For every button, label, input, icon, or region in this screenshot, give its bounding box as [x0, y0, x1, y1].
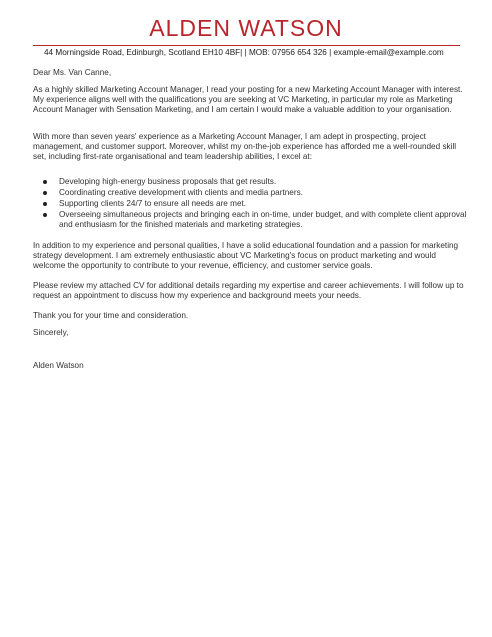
paragraph-education: In addition to my experience and personal qualities, I have a solid educational foundation and a passion for marketing strategy development. I am extremely enthusiastic about VC Marketing's focus on product marketing and would welcome the opportunity to contribute to your revenue, efficiency, and customer service goals.: [33, 241, 459, 271]
skills-list: [33, 177, 467, 231]
skills-list-item-text: Overseeing simultaneous projects and bringing each in on-time, under budget, and with complete client approval and enthusiasm for the finished materials and marketing strategies.: [59, 210, 467, 230]
applicant-name-heading: ALDEN WATSON: [149, 15, 343, 41]
paragraph-follow-up: Please review my attached CV for additional details regarding my expertise and career achievements. I will follow up to request an appointment to discuss how my experience and background meets your needs.: [33, 281, 464, 301]
skills-list-item: [33, 199, 467, 209]
skills-list-item-text: Coordinating creative development with clients and media partners.: [59, 188, 303, 197]
closing: Sincerely,: [33, 328, 69, 337]
bullet-icon: [43, 180, 47, 184]
bullet-icon: [43, 191, 47, 195]
paragraph-experience: With more than seven years' experience as a Marketing Account Manager, I am adept in prospecting, project management, and customer support. Moreover, whilst my on-the-job experience has afforded me a well-rounded skill set, including first-rate organisational and team leadership abilities, I excel at:: [33, 132, 457, 162]
skills-list-item: [33, 210, 467, 230]
salutation: Dear Ms. Van Canne,: [33, 68, 112, 77]
paragraph-intro: As a highly skilled Marketing Account Manager, I read your posting for a new Marketing Account Manager with interest. My experience aligns well with the qualifications you are seeking at VC Marketing, in particular my role as Marketing Account Manager with Sensation Marketing, and I am certain I would make a valuable addition to your organisation.: [33, 85, 463, 115]
skills-list-item: [33, 177, 467, 187]
contact-line: 44 Morningside Road, Edinburgh, Scotland EH10 4BF| | MOB: 07956 654 326 | example-email@example.com: [44, 48, 444, 57]
skills-list-item-text: Supporting clients 24/7 to ensure all needs are met.: [59, 199, 247, 208]
bullet-icon: [43, 213, 47, 217]
bullet-icon: [43, 202, 47, 206]
paragraph-thanks: Thank you for your time and consideration.: [33, 311, 189, 320]
signature-name: Alden Watson: [33, 361, 84, 370]
skills-list-item-text: Developing high-energy business proposals that get results.: [59, 177, 277, 186]
header-divider: [33, 45, 460, 46]
skills-list-item: [33, 188, 467, 198]
